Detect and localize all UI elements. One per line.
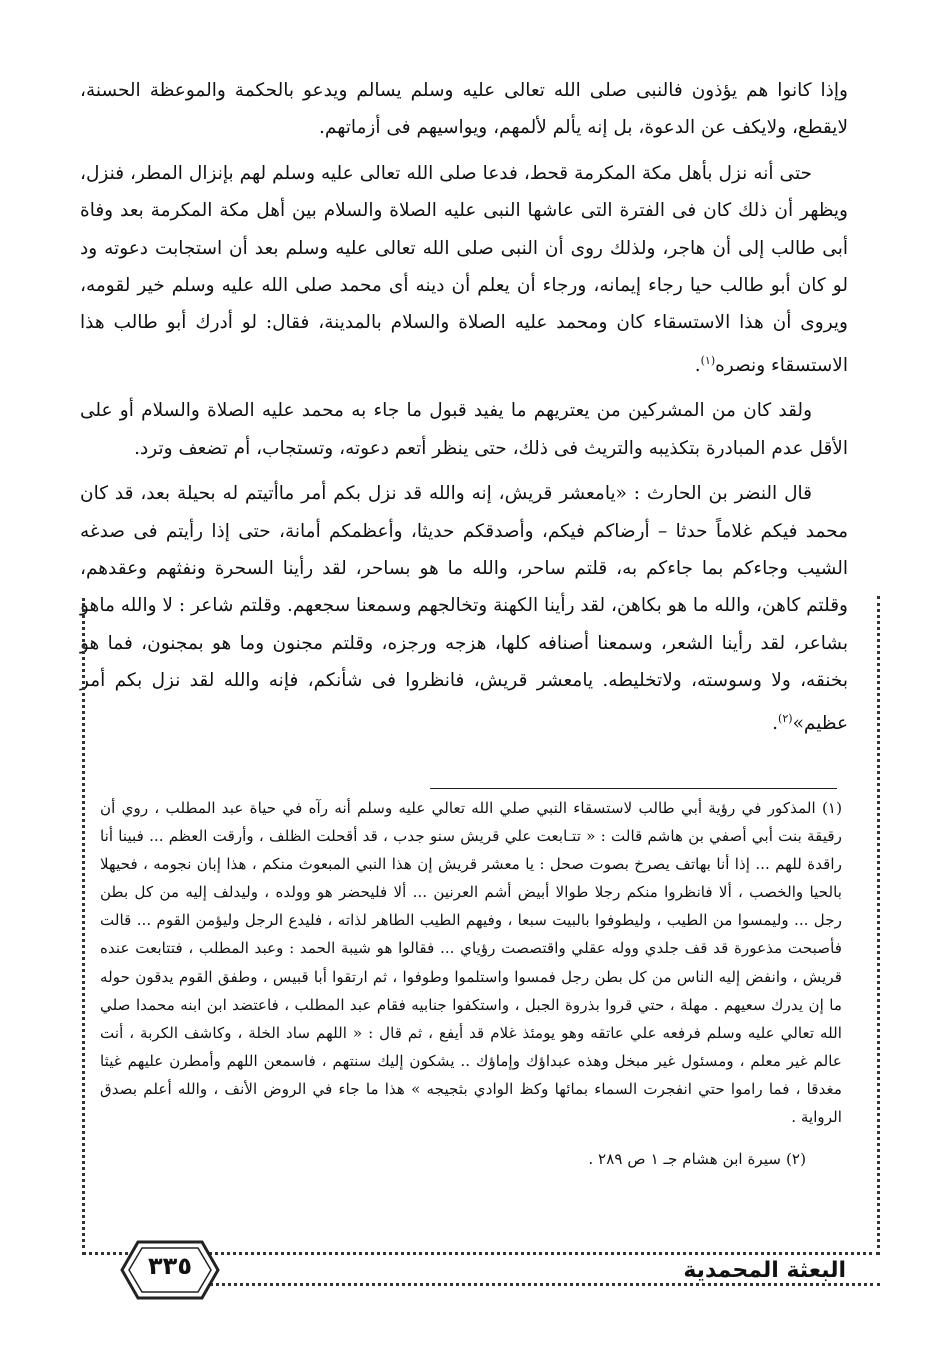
- paragraph-1-text: وإذا كانوا هم يؤذون فالنبى صلى الله تعالى عليه وسلم يسالم ويدعو بالحكمة والموعظة الحسنة، لايقطع، ولايكف عن الدعوة، بل إنه يألم لألمهم، ويواسيهم فى أزماتهم.: [80, 80, 848, 139]
- footnotes: [100, 794, 842, 1173]
- page-number: ٣٣٥: [148, 1252, 192, 1280]
- paragraph-2-end: .: [694, 355, 701, 376]
- main-text-body: [80, 72, 848, 750]
- paragraph-3-text: ولقد كان من المشركين من يعتريهم ما يفيد قبول ما جاء به محمد عليه الصلاة والسلام أو على الأقل عدم المبادرة بتكذيبه والتريث فى ذلك، حتى ينظر أتعم دعوته، وتستجاب، أم تضعف وترد.: [80, 400, 848, 459]
- footnote-2: (٢) سيرة ابن هشام جـ ١ ص ٢٨٩ .: [588, 1150, 806, 1169]
- right-border-ornament: [871, 596, 880, 1248]
- footnote-1: (١) المذكور في رؤية أبي طالب لاستسقاء النبي صلي الله تعالي عليه وسلم أنه رآه في حياة عبد المطلب ، روي أن رقيقة بنت أبي أصفي بن هاشم قالت : « تتـابعت علي قريش سنو جدب ، قد أقحلت الظلف ، وأرقت العظم ... فبينا أنا راقدة للهم ... إذا أنا بهاتف يصرخ بصوت صحل : يا معشر قريش إن هذا النبي المبعوث منكم ، هذا إبان نجومه ، فحيهلا بالحيا والخصب ، ألا فانظروا منكم رجلا طوالا أبيض أشم العرنين ... ألا فليحضر هو وولده ، وليدلف إليه من كل بطن رجل ... وليمسوا من الطيب ، وليطوفوا بالبيت سبعا ، وفيهم الطيب الطاهر لذاته ، فليدع الرجل وليؤمن القوم ... قالت فأصبحت مذعورة قد قف جلدي ووله عقلي واقتصصت رؤياي ... فقالوا هو شيبة الحمد : وعبد المطلب ، فتتابعت عنده قريش ، وانفض إليه الناس من كل بطن رجل فمسوا واستلموا وطوفوا ، ثم ارتقوا أبا قبيس ، وطفق القوم يدقون حوله ما إن يدرك سعيهم . مهلة ، حتي قروا بذروة الجبل ، واستكفوا جنابيه فقام عبد المطلب ، فاعتضد ابن ابنه محمدا صلي الله تعالي عليه وسلم فرفعه علي عاتقه وهو يومئذ غلام قد أيفع ، ثم قال : « اللهم ساد الخلة ، وكاشف الكربة ، أنت عالم غير معلم ، ومسئول غير مبخل وهذه عبداؤك وإماؤك .. يشكون إليك سنتهم ، فاسمعن اللهم وأمطرن عليهم غيثا مغدقا ، فما راموا حتي انفجرت السماء بمائها وكظ الوادي بثجيجه » هذا ما جاء في الروض الأنف ، والله أعلم بصدق الرواية .: [100, 799, 843, 1127]
- paragraph-2-text: حتى أنه نزل بأهل مكة المكرمة قحط، فدعا صلى الله تعالى عليه وسلم لهم بإنزال المطر، فنزل، ويظهر أن ذلك كان فى الفترة التى عاشها النبى عليه الصلاة والسلام بين أهل مكة المكرمة بعد وفاة أبى طالب إلى أن هاجر، ولذلك روى أن النبى صلى الله تعالى عليه وسلم بعد أن استجابت دعوته ود لو كان أبو طالب حيا رجاء إيمانه، ورجاء أن يعلم أن دينه أى محمد صلى الله عليه وسلم خير لقومه، ويروى أن هذا الاستسقاء كان ومحمد عليه الصلاة والسلام بالمدينة، فقال: لو أدرك أبو طالب هذا الاستسقاء ونصره: [80, 162, 849, 376]
- paragraph-3: [80, 392, 848, 467]
- footnote-ref-1: (١): [700, 353, 716, 367]
- left-border-ornament: [82, 598, 93, 1248]
- paragraph-1: [80, 72, 848, 147]
- paragraph-4-text: قال النضر بن الحارث : «يامعشر قريش، إنه والله قد نزل بكم أمر ماأتيتم له بحيلة بعد، قد كان محمد فيكم غلاماً حدثا – أرضاكم فيكم، وأصدقكم حديثا، وأعظمكم أمانة، حتى إذا رأيتم فى صدغه الشيب وجاءكم بما جاءكم به، قلتم ساحر، والله ما هو بساحر، لقد رأينا السحرة ونفثهم وعقدهم، وقلتم كاهن، والله ما هو بكاهن، لقد رأينا الكهنة وتخالجهم وسمعنا سجعهم. وقلتم شاعر : لا والله ماهو بشاعر، لقد رأينا الشعر، وسمعنا أصنافه كلها، هزجه ورجزه، وقلتم مجنون وما هو بمجنون، فما هو بخنقه، ولا وسوسته، ولاتخليطه. يامعشر قريش، فانظروا فى شأنكم، فإنه والله لقد نزل بكم أمر عظيم»: [80, 483, 848, 734]
- footnote-ref-2: (٢): [778, 711, 793, 725]
- footer-dotted-line: [185, 1283, 880, 1286]
- footnote-separator: [430, 788, 837, 789]
- paragraph-4-end: .: [772, 712, 779, 734]
- paragraph-2: [80, 155, 848, 385]
- book-title: البعثة المحمدية: [683, 1258, 846, 1283]
- paragraph-4: [80, 475, 848, 742]
